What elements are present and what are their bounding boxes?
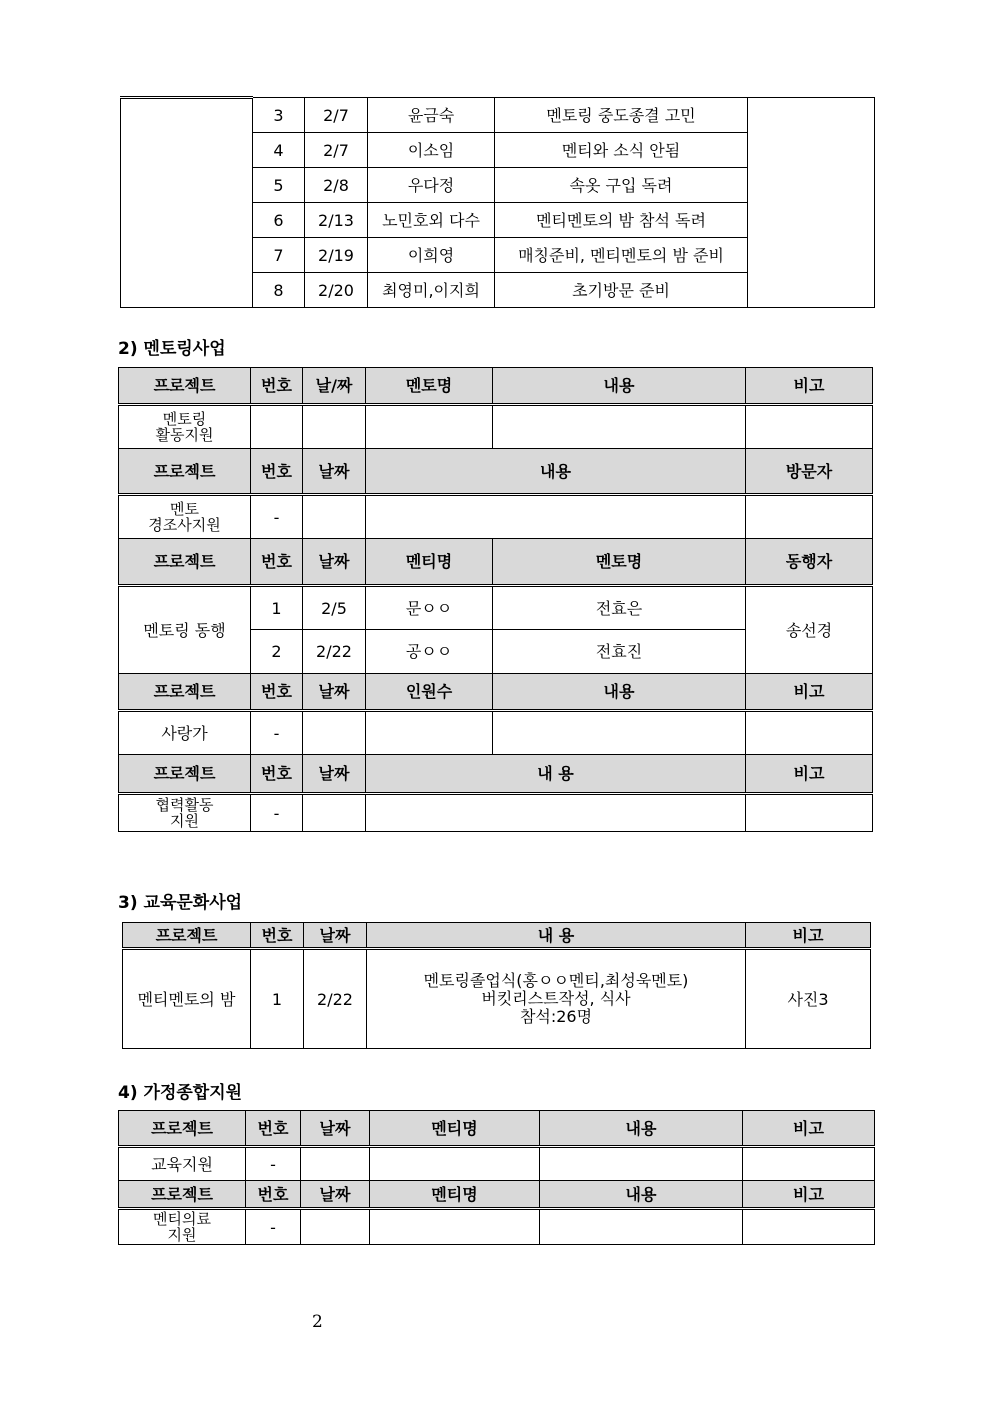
blank-cell [303, 495, 366, 539]
project-cell: 멘토링 활동지원 [119, 405, 251, 449]
row-no: - [251, 711, 303, 755]
header-cell: 내용 [493, 674, 746, 711]
counsel-table [120, 96, 875, 308]
header-cell: 프로젝트 [119, 1181, 246, 1209]
header-cell: 날짜 [303, 674, 366, 711]
header-cell: 비고 [746, 368, 873, 405]
header-cell: 내용 [493, 368, 746, 405]
header-cell: 내 용 [366, 755, 746, 794]
header-cell: 날짜 [301, 1111, 370, 1147]
row-mentor: 전효은 [493, 586, 746, 630]
header-cell: 방문자 [746, 449, 873, 495]
header-cell: 날짜 [303, 449, 366, 495]
header-cell: 멘티명 [370, 1181, 540, 1209]
blank-cell [301, 1147, 370, 1181]
header-cell: 번호 [251, 674, 303, 711]
row-content: 속옷 구입 독려 [495, 168, 748, 203]
header-cell: 멘토명 [366, 368, 493, 405]
header-cell: 번호 [246, 1181, 301, 1209]
page-number: 2 [312, 1312, 323, 1332]
blank-cell [303, 711, 366, 755]
project-cell: 멘토 경조사지원 [119, 495, 251, 539]
blank-cell [746, 495, 873, 539]
header-cell: 멘티명 [370, 1111, 540, 1147]
blank-cell [540, 1209, 743, 1245]
header-cell: 비고 [743, 1111, 875, 1147]
row-no: 2 [251, 630, 303, 674]
project-cell: 멘티멘토의 밤 [123, 949, 251, 1049]
row-name: 이소임 [368, 133, 495, 168]
row-date: 2/22 [304, 949, 367, 1049]
row-content: 멘티멘토의 밤 참석 독려 [495, 203, 748, 238]
row-name: 우다정 [368, 168, 495, 203]
project-cell: 교육지원 [119, 1147, 246, 1181]
project-cell: 협력활동 지원 [119, 794, 251, 832]
header-cell: 번호 [251, 539, 303, 586]
blank-cell [743, 1209, 875, 1245]
row-date: 2/5 [303, 586, 366, 630]
header-cell: 인원수 [366, 674, 493, 711]
companion-cell: 송선경 [746, 586, 873, 674]
row-content: 초기방문 준비 [495, 273, 748, 308]
blank-cell [493, 711, 746, 755]
row-no: - [251, 495, 303, 539]
row-date: 2/19 [305, 238, 368, 273]
row-name: 최영미,이지희 [368, 273, 495, 308]
row-date: 2/7 [305, 133, 368, 168]
row-content: 멘티와 소식 안됨 [495, 133, 748, 168]
header-cell: 프로젝트 [119, 449, 251, 495]
mentoring-table [118, 367, 873, 832]
header-cell: 번호 [246, 1111, 301, 1147]
row-name: 이희영 [368, 238, 495, 273]
header-cell: 날짜 [303, 755, 366, 794]
header-cell: 번호 [251, 449, 303, 495]
header-cell: 프로젝트 [119, 755, 251, 794]
header-cell: 비고 [746, 755, 873, 794]
header-cell: 멘토명 [493, 539, 746, 586]
header-cell: 비고 [746, 674, 873, 711]
family-table [118, 1110, 875, 1245]
header-cell: 동행자 [746, 539, 873, 586]
header-cell: 내용 [366, 449, 746, 495]
project-cell: 사랑가 [119, 711, 251, 755]
row-no: 5 [253, 168, 305, 203]
project-cell: 멘토링 동행 [119, 586, 251, 674]
blank-cell [121, 98, 253, 308]
header-cell: 멘티명 [366, 539, 493, 586]
blank-cell [251, 405, 303, 449]
blank-cell [366, 794, 746, 832]
blank-cell [746, 405, 873, 449]
row-no: 7 [253, 238, 305, 273]
row-name: 노민호외 다수 [368, 203, 495, 238]
row-no: - [246, 1209, 301, 1245]
header-cell: 날짜 [303, 539, 366, 586]
header-cell: 날/짜 [303, 368, 366, 405]
row-no: 4 [253, 133, 305, 168]
header-cell: 번호 [251, 923, 304, 949]
blank-cell [370, 1147, 540, 1181]
row-no: 3 [253, 98, 305, 133]
row-no: 1 [251, 586, 303, 630]
row-note: 사진3 [746, 949, 871, 1049]
row-date: 2/7 [305, 98, 368, 133]
blank-cell [746, 794, 873, 832]
education-table [122, 922, 871, 1049]
blank-cell [366, 495, 746, 539]
row-date: 2/13 [305, 203, 368, 238]
blank-cell [370, 1209, 540, 1245]
row-no: 1 [251, 949, 304, 1049]
row-mentee: 문ㅇㅇ [366, 586, 493, 630]
blank-cell [366, 711, 493, 755]
blank-cell [303, 794, 366, 832]
header-cell: 내 용 [367, 923, 746, 949]
row-date: 2/20 [305, 273, 368, 308]
blank-cell [748, 98, 875, 308]
header-cell: 비고 [746, 923, 871, 949]
header-cell: 프로젝트 [119, 1111, 246, 1147]
row-mentee: 공ㅇㅇ [366, 630, 493, 674]
blank-cell [301, 1209, 370, 1245]
row-content: 매칭준비, 멘티멘토의 밤 준비 [495, 238, 748, 273]
header-cell: 내용 [540, 1111, 743, 1147]
header-cell: 날짜 [301, 1181, 370, 1209]
row-no: - [251, 794, 303, 832]
header-cell: 내용 [540, 1181, 743, 1209]
row-no: 6 [253, 203, 305, 238]
blank-cell [743, 1147, 875, 1181]
header-cell: 프로젝트 [119, 368, 251, 405]
header-cell: 비고 [743, 1181, 875, 1209]
row-no: 8 [253, 273, 305, 308]
header-cell: 날짜 [304, 923, 367, 949]
blank-cell [303, 405, 366, 449]
section-title-family: 4) 가정종합지원 [118, 1083, 243, 1103]
blank-cell [746, 711, 873, 755]
header-cell: 번호 [251, 755, 303, 794]
project-cell: 멘티의료 지원 [119, 1209, 246, 1245]
blank-cell [540, 1147, 743, 1181]
row-no: - [246, 1147, 301, 1181]
header-cell: 번호 [251, 368, 303, 405]
blank-cell [493, 405, 746, 449]
row-date: 2/22 [303, 630, 366, 674]
row-content: 멘토링 중도종결 고민 [495, 98, 748, 133]
row-name: 윤금숙 [368, 98, 495, 133]
header-cell: 프로젝트 [123, 923, 251, 949]
header-cell: 프로젝트 [119, 674, 251, 711]
row-mentor: 전효진 [493, 630, 746, 674]
section-title-mentoring: 2) 멘토링사업 [118, 339, 226, 359]
header-cell: 프로젝트 [119, 539, 251, 586]
row-content: 멘토링졸업식(홍ㅇㅇ멘티,최성욱멘토) 버킷리스트작성, 식사 참석:26명 [367, 949, 746, 1049]
section-title-education: 3) 교육문화사업 [118, 893, 243, 913]
row-date: 2/8 [305, 168, 368, 203]
blank-cell [366, 405, 493, 449]
